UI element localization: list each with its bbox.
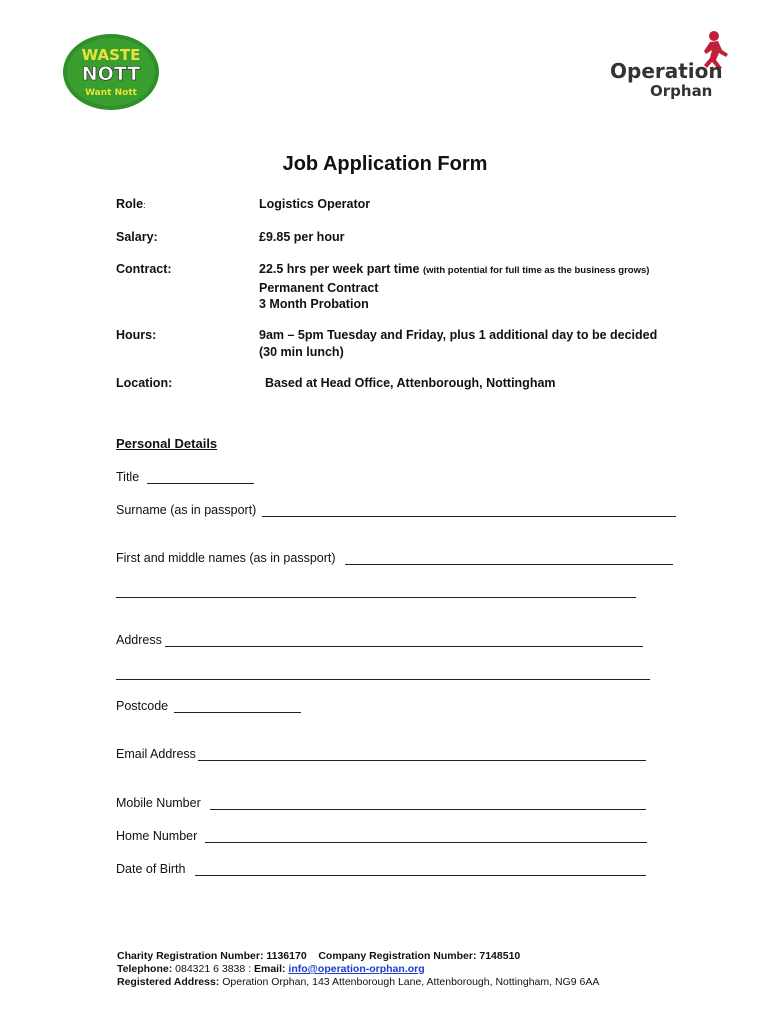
email-field-line[interactable] (198, 760, 646, 761)
postcode-field-label: Postcode (116, 699, 169, 713)
title-field-line[interactable] (147, 483, 254, 484)
hours-label: Hours: (116, 328, 157, 342)
email-field-label: Email Address (116, 747, 196, 761)
logo-text-nott: NOTT (81, 63, 141, 85)
mobile-field-line[interactable] (210, 809, 646, 810)
first-names-continuation-line[interactable] (116, 597, 636, 598)
logo-text-operation: Operation (610, 59, 723, 83)
logo-text-want-nott: Want Nott (85, 88, 137, 98)
dob-field-line[interactable] (195, 875, 646, 876)
title-field-label: Title (116, 470, 140, 484)
surname-field-label: Surname (as in passport) (116, 503, 257, 517)
waste-nott-logo (62, 33, 160, 111)
personal-details-heading: Personal Details (116, 436, 218, 451)
first-names-field-label: First and middle names (as in passport) (116, 551, 336, 565)
logo-text-waste: WASTE (81, 46, 141, 64)
page-title: Job Application Form (282, 153, 488, 175)
dob-field-label: Date of Birth (116, 862, 186, 876)
role-label: Role: (116, 197, 146, 211)
footer-registration-line: Charity Registration Number: 1136170 Company Registration Number: 7148510 (117, 950, 521, 962)
address-field-line[interactable] (165, 646, 643, 647)
salary-label: Salary: (116, 230, 158, 244)
email-link[interactable]: info@operation-orphan.org (288, 963, 425, 975)
footer-contact-line: Telephone: 084321 6 3838 : Email: info@operation-orphan.org (117, 963, 425, 975)
first-names-field-line[interactable] (345, 564, 673, 565)
footer-address-line: Registered Address: Operation Orphan, 143 Attenborough Lane, Attenborough, Nottingham, NG9 6AA (117, 976, 600, 988)
address-continuation-line[interactable] (116, 679, 650, 680)
salary-value: £9.85 per hour (259, 230, 345, 244)
contract-label: Contract: (116, 262, 172, 276)
surname-field-line[interactable] (262, 516, 676, 517)
address-field-label: Address (116, 633, 162, 647)
location-value: Based at Head Office, Attenborough, Nottingham (265, 376, 556, 390)
role-value: Logistics Operator (259, 197, 371, 211)
hours-value: 9am – 5pm Tuesday and Friday, plus 1 additional day to be decided (30 min lunch) (259, 328, 658, 359)
operation-orphan-logo (606, 28, 732, 104)
home-number-field-label: Home Number (116, 829, 198, 843)
logo-text-orphan: Orphan (650, 82, 713, 100)
footer (117, 950, 599, 989)
contract-value: 22.5 hrs per week part time (with potential for full time as the business grows) Permanent Contract 3 Month Probation (259, 262, 650, 311)
mobile-field-label: Mobile Number (116, 796, 201, 810)
postcode-field-line[interactable] (174, 712, 301, 713)
location-label: Location: (116, 376, 173, 390)
home-number-field-line[interactable] (205, 842, 647, 843)
